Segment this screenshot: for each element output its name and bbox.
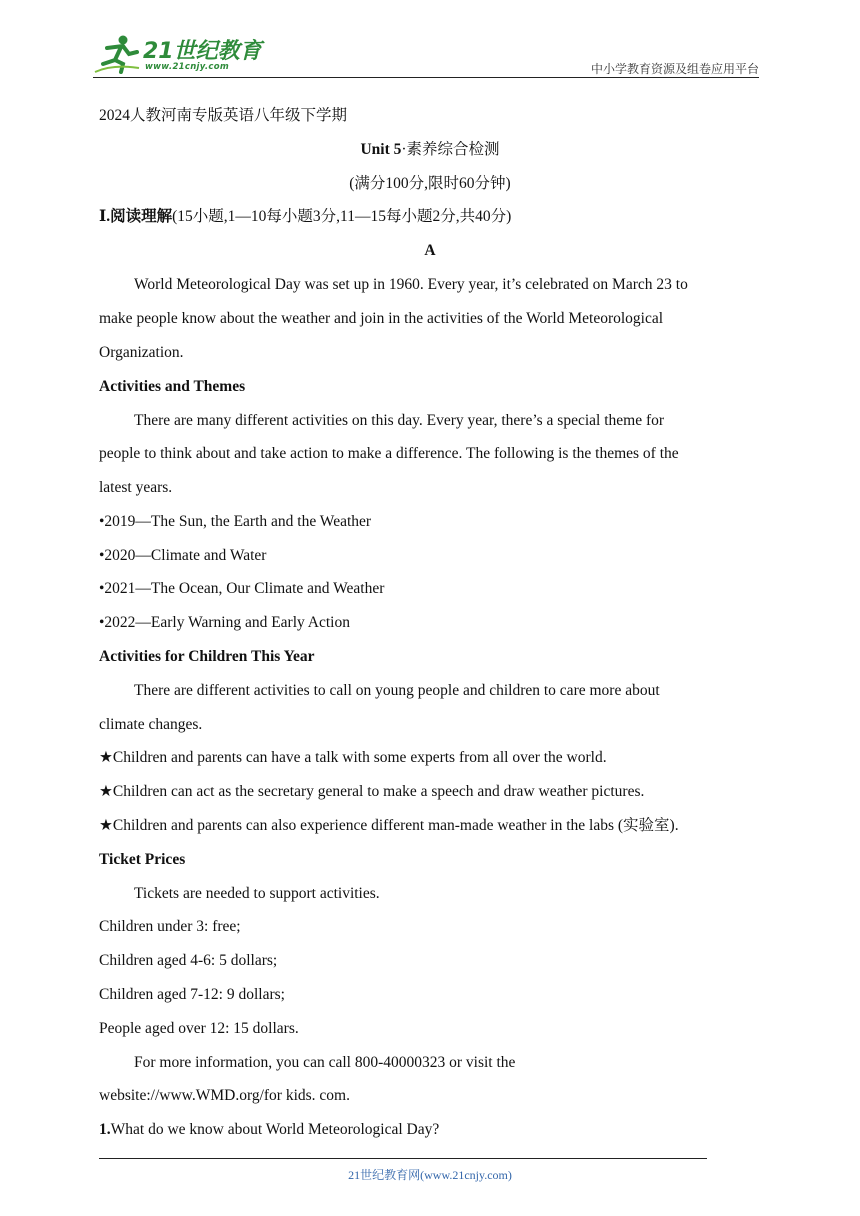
footer-divider xyxy=(99,1158,707,1159)
paragraph-line: Tickets are needed to support activities. xyxy=(134,885,380,902)
page-header xyxy=(93,28,759,80)
paragraph-line: There are different activities to call on young people and children to care more about xyxy=(134,682,660,699)
page-title xyxy=(0,140,860,160)
price-item: People aged over 12: 15 dollars. xyxy=(99,1020,299,1037)
header-divider xyxy=(93,77,759,78)
question-number: 1. xyxy=(99,1121,111,1138)
paragraph-line: make people know about the weather and join in the activities of the World Meteorological xyxy=(99,310,664,327)
price-item: Children aged 7-12: 9 dollars; xyxy=(99,986,285,1003)
heading-ticket-prices: Ticket Prices xyxy=(99,851,186,868)
title-rest: ·素养综合检测 xyxy=(401,141,500,158)
paragraph-line: people to think about and take action to make a difference. The following is the themes of the xyxy=(99,445,679,462)
runner-icon xyxy=(93,34,141,74)
activity-item: ★Children and parents can also experience different man-made weather in the labs (实验室). xyxy=(99,817,679,834)
theme-item: •2019—The Sun, the Earth and the Weather xyxy=(99,513,372,530)
logo-url: www.21cnjy.com xyxy=(145,62,229,72)
heading-children-activities: Activities for Children This Year xyxy=(99,648,315,665)
activity-item: ★Children and parents can have a talk with some experts from all over the world. xyxy=(99,749,607,766)
section-heading xyxy=(99,207,511,227)
series-line: 2024人教河南专版英语八年级下学期 xyxy=(99,107,348,124)
paragraph-line: website://www.WMD.org/for kids. com. xyxy=(99,1087,350,1104)
question-text: What do we know about World Meteorological Day? xyxy=(110,1121,440,1138)
heading-activities-themes: Activities and Themes xyxy=(99,378,246,395)
question-1 xyxy=(99,1120,439,1140)
paragraph-line: There are many different activities on this day. Every year, there’s a special theme for xyxy=(134,412,665,429)
activity-item: ★Children can act as the secretary general to make a speech and draw weather pictures. xyxy=(99,783,645,800)
price-item: Children under 3: free; xyxy=(99,918,241,935)
logo-text: 21世纪教育 xyxy=(143,39,262,64)
site-name: 中小学教育资源及组卷应用平台 xyxy=(590,62,759,76)
site-logo xyxy=(93,34,263,78)
paragraph-line: Organization. xyxy=(99,344,184,361)
theme-item: •2020—Climate and Water xyxy=(99,547,267,564)
paragraph-line: latest years. xyxy=(99,479,173,496)
section-label: Ⅰ.阅读理解 xyxy=(99,208,173,225)
title-unit: Unit 5 xyxy=(360,141,402,158)
price-item: Children aged 4-6: 5 dollars; xyxy=(99,952,278,969)
passage-letter: A xyxy=(424,242,436,259)
paragraph-line: For more information, you can call 800-40000323 or visit the xyxy=(134,1054,516,1071)
section-note: (15小题,1—10每小题3分,11—15每小题2分,共40分) xyxy=(172,208,512,225)
page-subtitle: (满分100分,限时60分钟) xyxy=(349,175,511,192)
page-footer: 21世纪教育网(www.21cnjy.com) xyxy=(348,1168,512,1182)
theme-item: •2022—Early Warning and Early Action xyxy=(99,614,350,631)
theme-item: •2021—The Ocean, Our Climate and Weather xyxy=(99,580,385,597)
paragraph-line: World Meteorological Day was set up in 1960. Every year, it’s celebrated on March 23 to xyxy=(134,276,688,293)
paragraph-line: climate changes. xyxy=(99,716,203,733)
